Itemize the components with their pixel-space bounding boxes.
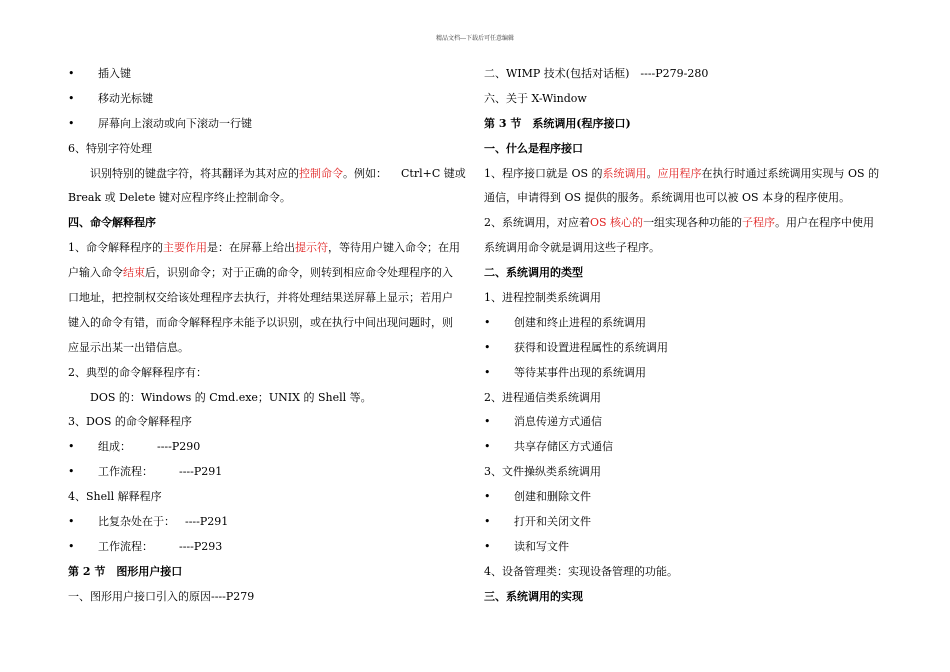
section-title: 第 3 节 系统调用(程序接口): [484, 116, 631, 130]
bullet: •: [68, 116, 75, 130]
section-heading: 六、关于 X-Window: [484, 91, 587, 105]
list-item: • 等待某事件出现的系统调用: [484, 361, 884, 386]
bullet: •: [68, 67, 75, 80]
list-item: • 打开和关闭文件: [484, 510, 884, 535]
bullet: •: [484, 365, 491, 379]
section-heading: 三、系统调用的实现: [484, 589, 583, 603]
section-heading: 二、系统调用的类型: [484, 266, 583, 280]
bullet: •: [484, 490, 491, 504]
list-item: • 组成： ----P290: [68, 435, 466, 460]
paragraph-line: 系统调用命令就是调用这些子程序。: [484, 241, 660, 255]
bullet: •: [68, 440, 75, 454]
list-item: • 共享存储区方式通信: [484, 435, 884, 460]
section-title: 第 2 节 图形用户接口: [68, 564, 183, 578]
list-item: • 读和写文件: [484, 535, 884, 560]
bullet: •: [484, 539, 491, 553]
list-item: • 工作流程： ----P293: [68, 535, 466, 560]
list-item: • 插入键: [68, 62, 466, 87]
page-header: 精品文档---下载后可任意编辑: [435, 35, 515, 42]
list-item: • 屏幕向上滚动或向下滚动一行键: [68, 112, 466, 137]
paragraph-line: DOS 的：Windows 的 Cmd.exe；UNIX 的 Shell 等。: [90, 390, 372, 404]
bullet: •: [484, 315, 491, 329]
section-heading: 四、命令解释程序: [68, 216, 156, 230]
paragraph-line: 口地址，把控制权交给该处理程序去执行，并将处理结果送屏幕上显示；若用户: [68, 291, 453, 305]
list-item: • 消息传递方式通信: [484, 410, 884, 435]
left-column: [68, 62, 466, 610]
paragraph-line: Break 或 Delete 键对应程序终止控制命令。: [68, 191, 291, 205]
bullet: •: [484, 515, 491, 529]
section-heading: 4、设备管理类：实现设备管理的功能。: [484, 564, 678, 578]
bullet: •: [68, 465, 75, 479]
section-heading: 2、典型的命令解释程序有：: [68, 365, 207, 379]
list-item: • 创建和删除文件: [484, 485, 884, 510]
right-column: [484, 62, 884, 610]
list-item: • 获得和设置进程属性的系统调用: [484, 336, 884, 361]
section-heading: 1、进程控制类系统调用: [484, 291, 601, 305]
paragraph-line: 户输入命令结束后，识别命令；对于正确的命令，则转到相应命令处理程序的入: [68, 266, 453, 280]
bullet: •: [68, 539, 75, 553]
bullet: •: [484, 340, 491, 354]
paragraph-line: 1、命令解释程序的主要作用是：在屏幕上给出提示符，等待用户键入命令；在用: [68, 241, 460, 255]
bullet: •: [484, 440, 491, 454]
bullet: •: [484, 415, 491, 429]
bullet: •: [68, 515, 75, 529]
paragraph-line: 通信，申请得到 OS 提供的服务。系统调用也可以被 OS 本身的程序使用。: [484, 191, 851, 205]
section-heading: 4、Shell 解释程序: [68, 490, 162, 504]
paragraph-line: 2、系统调用，对应着OS 核心的一组实现各种功能的子程序。用户在程序中使用: [484, 216, 875, 230]
section-heading: 3、DOS 的命令解释程序: [68, 415, 192, 429]
list-item: • 创建和终止进程的系统调用: [484, 311, 884, 336]
list-item: • 比复杂处在于： ----P291: [68, 510, 466, 535]
paragraph-line: 1、程序接口就是 OS 的系统调用。应用程序在执行时通过系统调用实现与 OS 的: [484, 166, 880, 180]
section-heading: 3、文件操纵类系统调用: [484, 465, 601, 479]
paragraph-line: 识别特别的键盘字符，将其翻译为其对应的控制命令。例如： Ctrl+C 键或: [90, 166, 466, 180]
list-item: • 工作流程： ----P291: [68, 460, 466, 485]
section-heading: 6、特别字符处理: [68, 141, 152, 155]
section-heading: 2、进程通信类系统调用: [484, 390, 601, 404]
section-heading: 二、WIMP 技术(包括对话框) ----P279-280: [484, 67, 709, 80]
paragraph-line: 应显示出某一出错信息。: [68, 340, 189, 354]
section-heading: 一、什么是程序接口: [484, 141, 583, 155]
bullet: •: [68, 91, 75, 105]
section-heading: 一、图形用户接口引入的原因----P279: [68, 589, 255, 603]
paragraph-line: 键入的命令有错，而命令解释程序未能予以识别，或在执行中间出现问题时，则: [68, 315, 453, 329]
list-item: • 移动光标键: [68, 87, 466, 112]
